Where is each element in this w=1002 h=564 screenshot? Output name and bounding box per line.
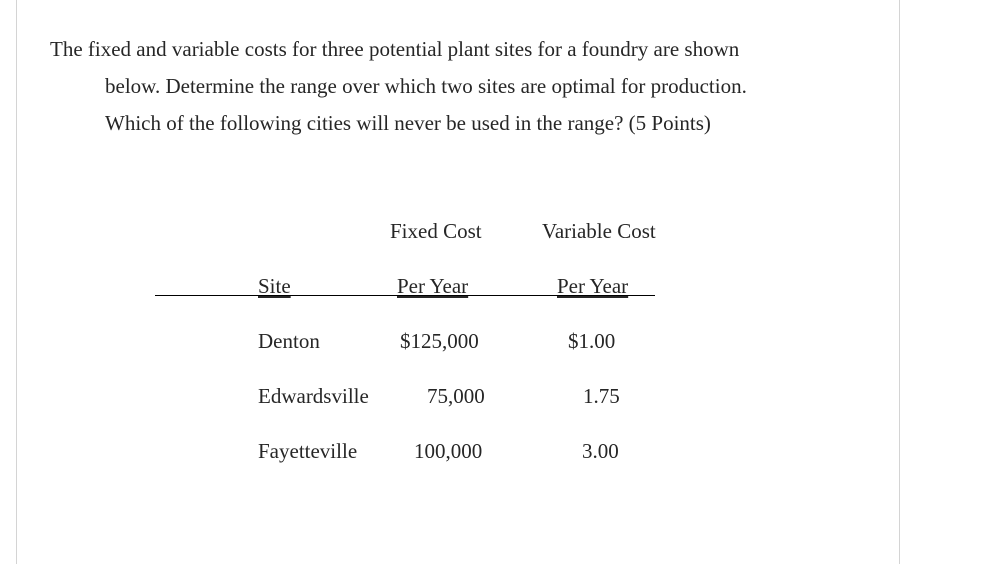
row-fayetteville-site: Fayetteville <box>258 439 358 463</box>
question-line-1: The fixed and variable costs for three potential plant sites for a foundry are shown <box>50 37 740 61</box>
question-text <box>50 31 850 142</box>
row-edwardsville-variable: 1.75 <box>583 384 620 408</box>
question-line-2: below. Determine the range over which two sites are optimal for production. <box>105 74 747 98</box>
row-denton-variable: $1.00 <box>568 329 616 353</box>
row-denton-site: Denton <box>258 329 320 353</box>
row-denton-fixed: $125,000 <box>400 329 479 353</box>
header-variable-cost: Variable Cost <box>542 219 656 243</box>
row-fayetteville-variable: 3.00 <box>582 439 619 463</box>
header-fixed-cost: Fixed Cost <box>390 219 482 243</box>
header-variable-per-year: Per Year <box>557 274 629 298</box>
header-rule <box>155 295 655 296</box>
row-edwardsville-site: Edwardsville <box>258 384 369 408</box>
header-fixed-per-year: Per Year <box>397 274 469 298</box>
row-fayetteville-fixed: 100,000 <box>414 439 483 463</box>
header-site: Site <box>258 274 291 298</box>
question-line-3: Which of the following cities will never be used in the range? (5 Points) <box>105 111 711 135</box>
row-edwardsville-fixed: 75,000 <box>427 384 485 408</box>
